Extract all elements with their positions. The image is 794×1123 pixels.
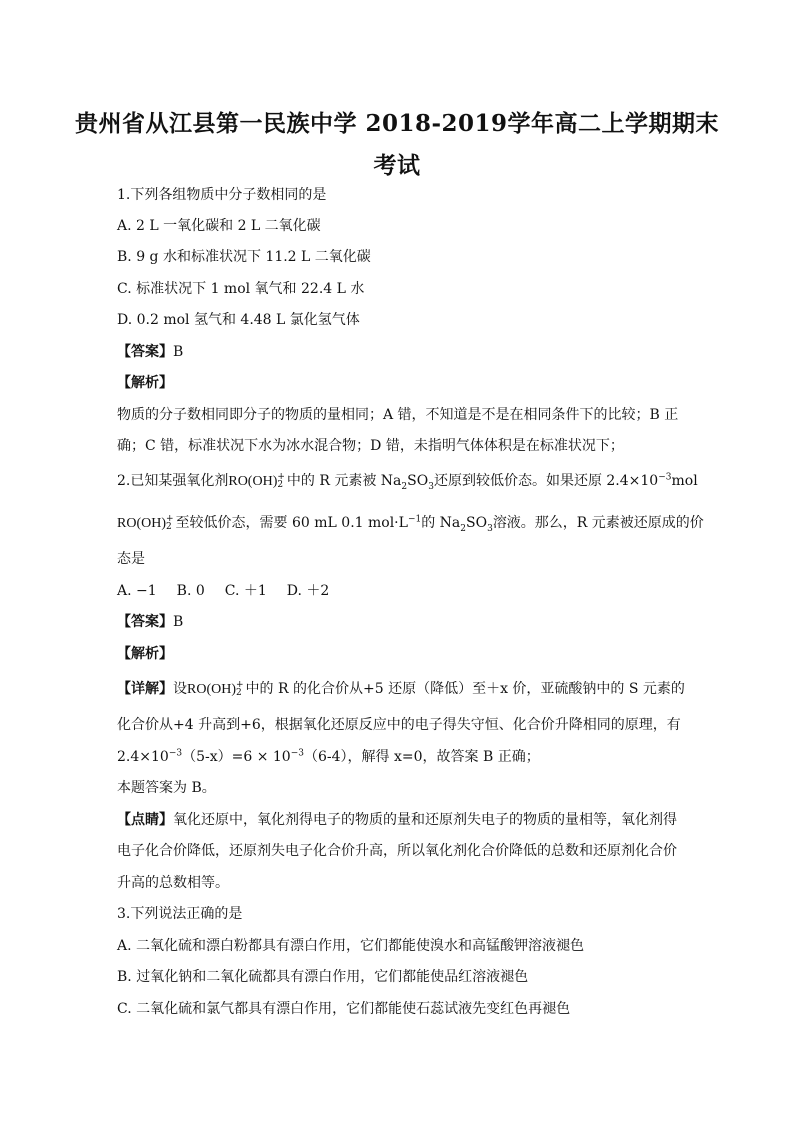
formula-ro-oh: RO(OH) <box>228 474 278 489</box>
subscript: 3 <box>487 523 493 534</box>
q2-detail-line-2: 化合价从+4 升高到+6，根据氧化还原反应中的电子得失守恒、化合价升降相同的原理，有 <box>117 717 681 733</box>
q2-stem-line-1 <box>117 472 698 491</box>
q2-note-line-1 <box>117 811 677 829</box>
text-span: 氧化还原中，氧化剂得电子的物质的量和还原剂失电子的物质的量相等，氧化剂得 <box>173 812 677 828</box>
exponent: −3 <box>290 748 304 759</box>
q2-conclusion: 本题答案为 B。 <box>117 780 216 796</box>
text-span: 的 Na <box>421 515 461 531</box>
q2-options <box>117 582 349 600</box>
formula-ro-oh: RO(OH) <box>187 682 236 697</box>
q2-detail-line-1 <box>117 680 685 699</box>
q2-analysis-tag: 【解析】 <box>117 646 173 662</box>
exponent: −3 <box>658 472 672 483</box>
answer-value: B <box>173 614 184 630</box>
q2-note-line-3: 升高的总数相等。 <box>117 875 229 891</box>
text-span: （6-4），解得 x=0，故答案 B 正确； <box>304 749 540 765</box>
text-span: 中的 R 的化合价从+5 还原（降低）至＋x 价，亚硫酸钠中的 S 元素的 <box>245 681 685 697</box>
subscript: 2 <box>460 523 466 534</box>
formula-sup: + <box>236 680 244 690</box>
text-span: 2.4×10 <box>117 749 169 765</box>
q2-option-d: D. ＋2 <box>286 583 330 599</box>
text-span: 溶液。那么，R 元素被还原成的价 <box>492 515 704 531</box>
formula-sub: 2 <box>277 480 284 490</box>
exponent: −1 <box>407 514 422 525</box>
q2-note-line-2: 电子化合价降低，还原剂失电子化合价升高，所以氧化剂化合价降低的总数和还原剂化合价 <box>117 843 677 859</box>
q1-answer <box>117 343 183 361</box>
q2-option-c: C. ＋1 <box>224 583 267 599</box>
formula-charge <box>277 473 285 489</box>
formula-sup: + <box>277 472 285 482</box>
q2-answer <box>117 613 183 631</box>
subscript: 3 <box>428 481 434 492</box>
q3-option-a: A. 二氧化硫和漂白粉都具有漂白作用，它们都能使溴水和高锰酸钾溶液褪色 <box>117 938 585 954</box>
text-span: 2.已知某强氧化剂 <box>117 473 229 489</box>
formula-charge <box>236 681 244 697</box>
answer-value: B <box>173 344 184 360</box>
formula-charge <box>166 515 174 531</box>
text-span: 中的 R 元素被 Na <box>286 473 402 489</box>
q1-analysis-line-2: 确；C 错，标准状况下水为冰水混合物；D 错，未指明气体体积是在标准状况下； <box>117 438 624 454</box>
note-tag: 【点睛】 <box>117 812 173 828</box>
q1-analysis-tag: 【解析】 <box>117 375 173 391</box>
q2-stem-line-3: 态是 <box>117 551 145 567</box>
q2-option-b: B. 0 <box>176 583 205 599</box>
q3-stem: 3.下列说法正确的是 <box>117 906 243 922</box>
page-title-line-1: 贵州省从江县第一民族中学 2018-2019学年高二上学期期末 <box>74 110 720 137</box>
q2-detail-line-3 <box>117 748 540 766</box>
formula-sub: 2 <box>236 688 242 698</box>
q1-option-a: A. 2 L 一氧化碳和 2 L 二氧化碳 <box>117 218 321 234</box>
formula-sup: + <box>166 514 174 524</box>
text-span: SO <box>466 515 488 531</box>
text-span: SO <box>407 473 429 489</box>
page-title-line-2: 考试 <box>373 152 421 179</box>
formula-ro-oh: RO(OH) <box>117 516 166 531</box>
q3-option-b: B. 过氧化钠和二氧化硫都具有漂白作用，它们都能使品红溶液褪色 <box>117 969 529 985</box>
q2-stem-line-2 <box>117 514 704 533</box>
q1-option-c: C. 标准状况下 1 mol 氧气和 22.4 L 水 <box>117 281 365 297</box>
text-span: 设 <box>173 681 187 697</box>
q1-analysis-line-1: 物质的分子数相同即分子的物质的量相同；A 错，不知道是不是在相同条件下的比较；B 正 <box>117 407 679 423</box>
text-span: 还原到较低价态。如果还原 2.4×10 <box>433 473 659 489</box>
q2-option-a: A. −1 <box>117 583 157 599</box>
q3-option-c: C. 二氧化硫和氯气都具有漂白作用，它们都能使石蕊试液先变红色再褪色 <box>117 1001 571 1017</box>
answer-tag: 【答案】 <box>117 344 173 360</box>
exponent: −3 <box>168 748 183 759</box>
formula-sub: 2 <box>166 522 172 532</box>
subscript: 2 <box>401 481 408 492</box>
q1-stem: 1.下列各组物质中分子数相同的是 <box>117 187 327 203</box>
text-span: 至较低价态，需要 60 mL 0.1 mol·L <box>175 515 408 531</box>
q1-option-b: B. 9 g 水和标准状况下 11.2 L 二氧化碳 <box>117 249 371 265</box>
q1-option-d: D. 0.2 mol 氢气和 4.48 L 氯化氢气体 <box>117 312 360 328</box>
detail-tag: 【详解】 <box>117 681 173 697</box>
text-span: mol <box>671 473 698 489</box>
text-span: （5-x）=6 × 10 <box>182 749 291 765</box>
answer-tag: 【答案】 <box>117 614 173 630</box>
